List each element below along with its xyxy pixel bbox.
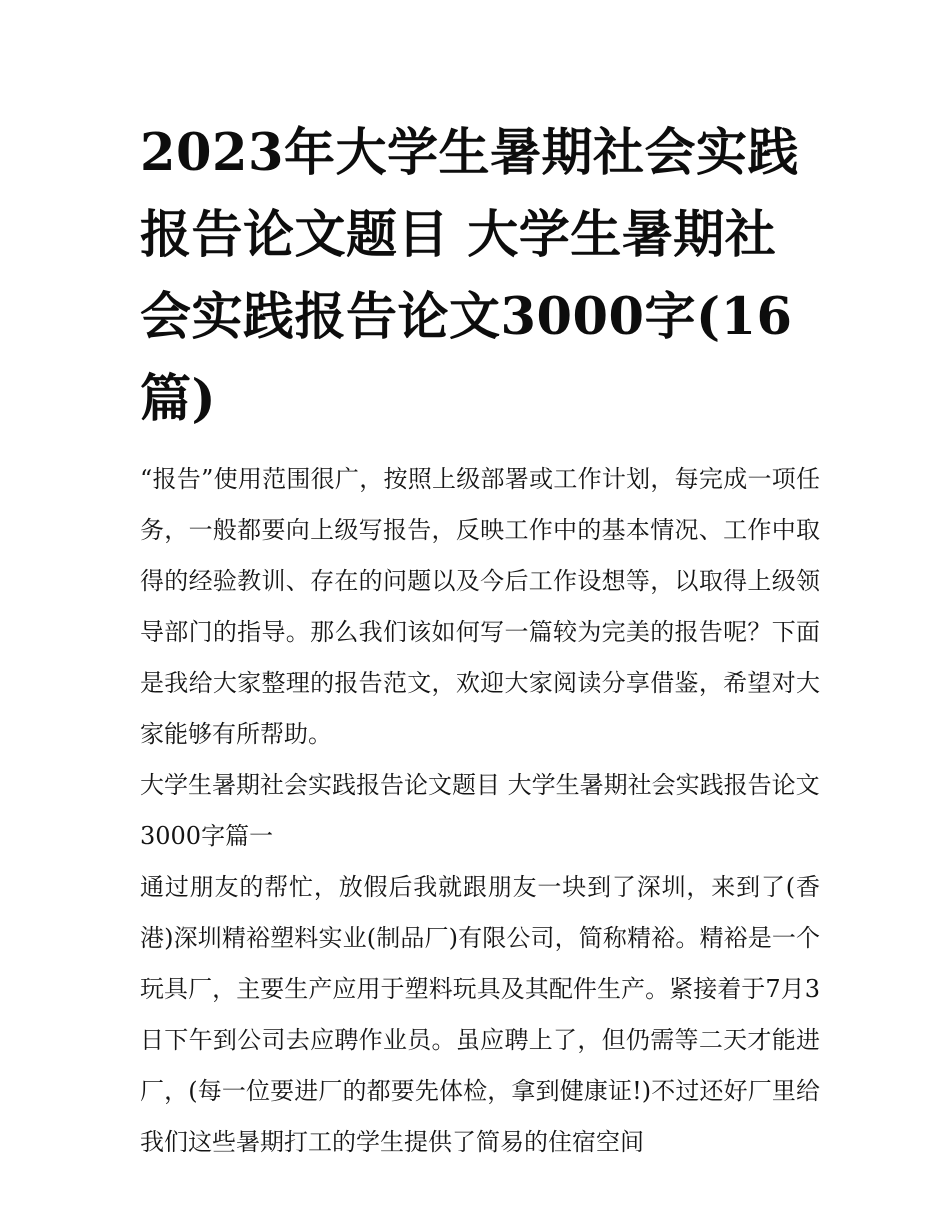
document-page: [140, 112, 820, 1168]
document-title: 2023年大学生暑期社会实践报告论文题目 大学生暑期社会实践报告论文3000字(16篇): [140, 123, 799, 429]
section-heading: 大学生暑期社会实践报告论文题目 大学生暑期社会实践报告论文3000字篇一: [140, 771, 820, 850]
intro-paragraph: “报告”使用范围很广，按照上级部署或工作计划，每完成一项任务，一般都要向上级写报告，反映工作中的基本情况、工作中取得的经验教训、存在的问题以及今后工作设想等，以取得上级领导部门的指导。那么我们该如何写一篇较为完美的报告呢？下面是我给大家整理的报告范文，欢迎大家阅读分享借鉴，希望对大家能够有所帮助。: [140, 465, 820, 748]
body-paragraph: 通过朋友的帮忙，放假后我就跟朋友一块到了深圳，来到了(香港)深圳精裕塑料实业(制品厂)有限公司，简称精裕。精裕是一个玩具厂，主要生产应用于塑料玩具及其配件生产。紧接着于7月3日下午到公司去应聘作业员。虽应聘上了，但仍需等二天才能进厂，(每一位要进厂的都要先体检，拿到健康证!)不过还好厂里给我们这些暑期打工的学生提供了简易的住宿空间: [140, 873, 820, 1156]
